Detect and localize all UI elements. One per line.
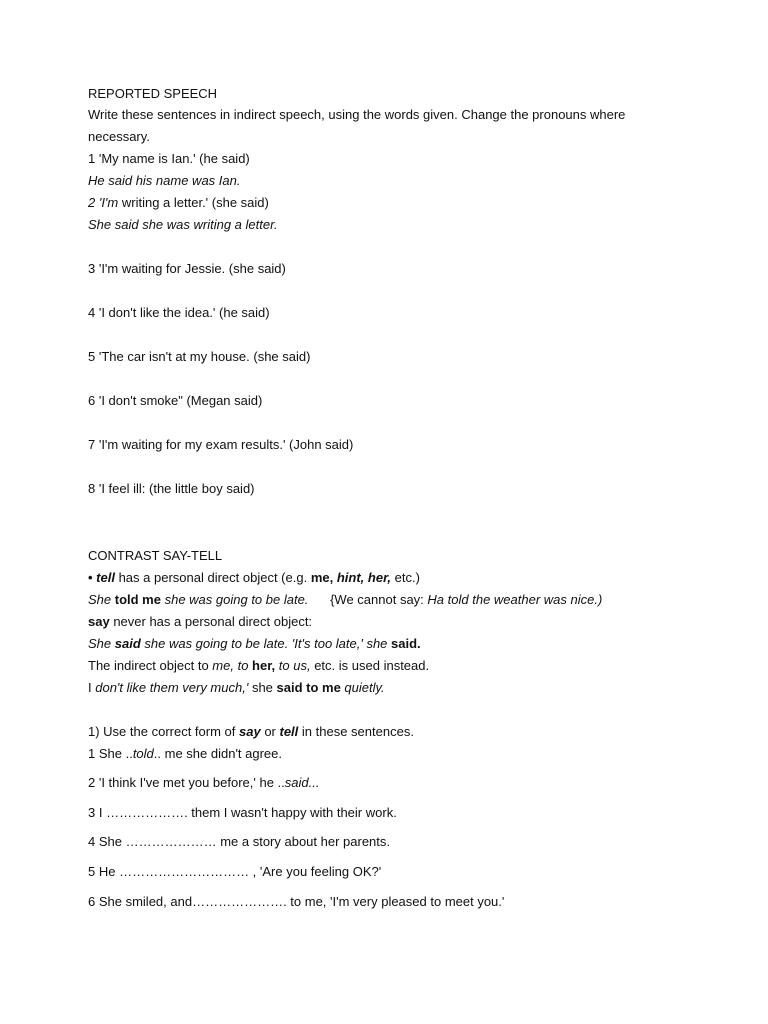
say-tell-item-1: 1 She ..told.. me she didn't agree. (88, 746, 283, 761)
say-tell-item-6: 6 She smiled, and…………………. to me, 'I'm very pleased to meet you.' (88, 894, 505, 909)
exercise-item-7: 7 'I'm waiting for my exam results.' (John said) (88, 437, 354, 452)
say-tell-item-3: 3 I ………………. them I wasn't happy with their work. (88, 805, 397, 820)
section-heading-say-tell: CONTRAST SAY-TELL (88, 548, 223, 563)
exercise-item-8: 8 'I feel ill: (the little boy said) (88, 481, 255, 496)
instruction-text: Write these sentences in indirect speech, using the words given. Change the pronouns where necessary. (88, 107, 626, 144)
tell-example-line: She told me she was going to be late. {We cannot say: Ha told the weather was nice.) (88, 592, 603, 607)
say-rule-line: say never has a personal direct object: (88, 614, 313, 629)
exercise-item-6: 6 'I don't smoke" (Megan said) (88, 393, 263, 408)
example-2-answer: She said she was writing a letter. (88, 217, 278, 232)
say-tell-item-2: 2 'I think I've met you before,' he ..said... (88, 775, 320, 790)
example-2: 2 'I'm writing a letter.' (she said) (88, 195, 269, 210)
exercise-item-5: 5 'The car isn't at my house. (she said) (88, 349, 311, 364)
indirect-object-line: The indirect object to me, to her, to us, etc. is used instead. (88, 658, 430, 673)
example-1-answer: He said his name was Ian. (88, 173, 241, 188)
exercise-item-4: 4 'I don't like the idea.' (he said) (88, 305, 270, 320)
tell-rule-line: • tell has a personal direct object (e.g. me, hint, her, etc.) (88, 570, 420, 585)
section-heading-reported-speech: REPORTED SPEECH (88, 86, 218, 101)
exercise-instruction: 1) Use the correct form of say or tell in these sentences. (88, 724, 414, 739)
say-to-example-line: I don't like them very much,' she said to me quietly. (88, 680, 385, 695)
say-tell-item-4: 4 She ………………… me a story about her parents. (88, 834, 391, 849)
say-example-line: She said she was going to be late. 'It's too late,' she said. (88, 636, 421, 651)
say-tell-item-5: 5 He ………………………… , 'Are you feeling OK?' (88, 864, 382, 879)
example-1: 1 'My name is Ian.' (he said) (88, 151, 250, 166)
exercise-item-3: 3 'I'm waiting for Jessie. (she said) (88, 261, 286, 276)
